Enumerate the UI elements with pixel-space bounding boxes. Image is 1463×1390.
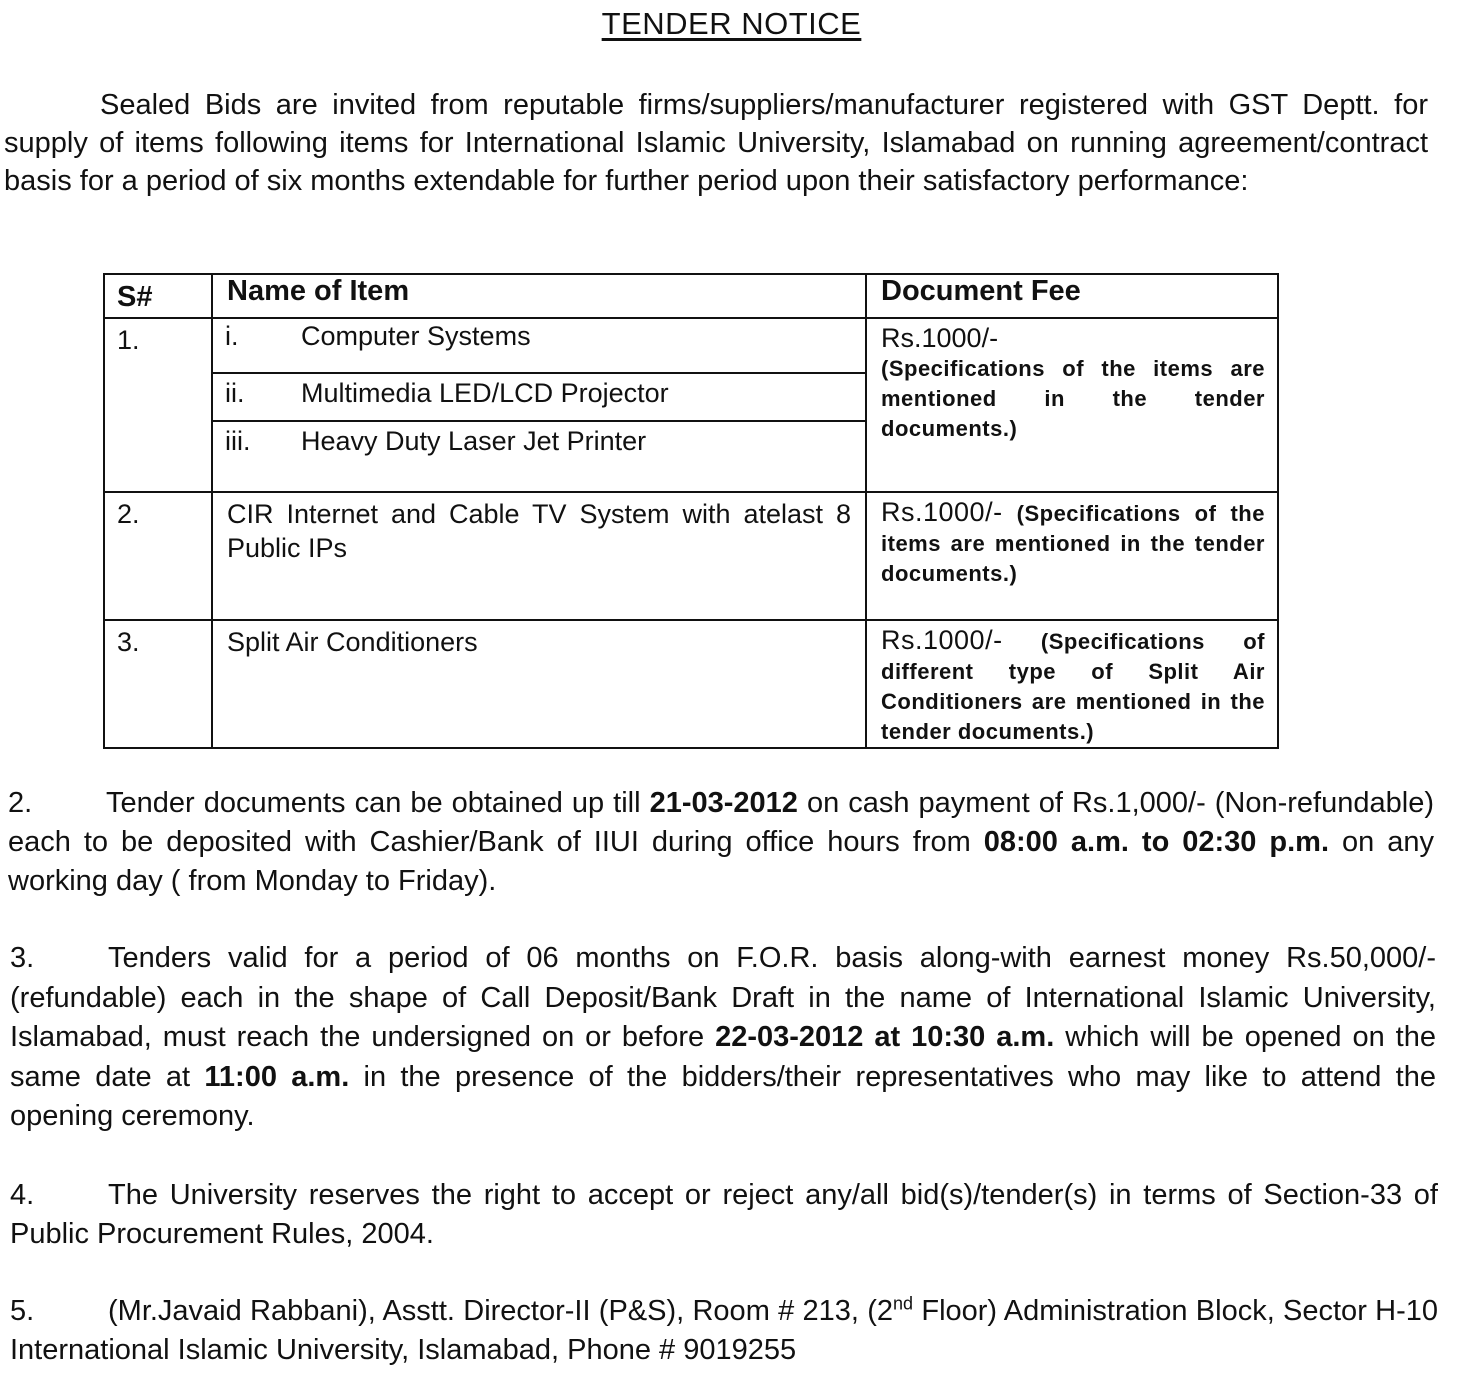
- header-sno: S#: [104, 274, 212, 318]
- paragraph-text: Tender documents can be obtained up till: [106, 787, 650, 819]
- fee-note: (Specifications of the items are mentioned in the tender documents.): [881, 501, 1265, 586]
- paragraph-text: on any working day ( from Monday to Friday).: [8, 826, 1435, 897]
- row-name: CIR Internet and Cable TV System with atelast 8 Public IPs: [212, 492, 866, 620]
- opening-time: 11:00 a.m.: [204, 1060, 350, 1093]
- paragraph-text: Floor) Administration Block, Sector H-10 International Islamic University, Islamabad, Phone # 9019255: [10, 1295, 1438, 1366]
- table-row: [104, 620, 1278, 748]
- paragraph-number: 4.: [10, 1179, 35, 1211]
- intro-paragraph: Sealed Bids are invited from reputable firms/suppliers/manufacturer registered with GST Deptt. for supply of items following items for International Islamic University, Islamabad on running agreement/contract basis for a period of six months extendable for further period upon their satisfactory performance:: [4, 89, 1428, 197]
- header-name: Name of Item: [212, 274, 866, 318]
- paragraph-4: [10, 1176, 1438, 1254]
- paragraph-2: [8, 784, 1434, 901]
- fee-text: [881, 625, 1265, 747]
- fee-text: [881, 497, 1265, 589]
- paragraph-text: (Mr.Javaid Rabbani), Asstt. Director-II (P&S), Room # 213, (2: [108, 1295, 894, 1327]
- fee-amount: Rs.1000/-: [881, 625, 1003, 655]
- paragraph-text: on cash payment of Rs.1,000/- (Non-refundable) each to be deposited with Cashier/Bank of IIUI during office hours from: [8, 787, 1434, 858]
- subitem-roman: ii.: [213, 373, 287, 421]
- items-table: [103, 273, 1279, 749]
- table-header-row: [104, 274, 1278, 318]
- row-name: Split Air Conditioners: [212, 620, 866, 748]
- paragraph-text: which will be opened on the same date at: [10, 1021, 1436, 1093]
- table-row: [104, 492, 1278, 620]
- subitem-row: [213, 373, 865, 421]
- row-fee-cell: [866, 318, 1278, 492]
- deadline-date: 21-03-2012: [649, 787, 798, 819]
- row-sno: 3.: [104, 620, 212, 748]
- paragraph-number: 3.: [10, 942, 35, 974]
- subitem-name: Computer Systems: [301, 321, 531, 351]
- fee-note: (Specifications of different type of Split Air Conditioners are mentioned in the tender documents.): [881, 629, 1265, 744]
- notice-title: TENDER NOTICE: [601, 6, 862, 41]
- row-fee-cell: [866, 620, 1278, 748]
- subitem-name: Multimedia LED/LCD Projector: [287, 373, 865, 421]
- row-name-cell: [212, 318, 866, 492]
- paragraph-number: 5.: [10, 1295, 35, 1327]
- subitem-roman: iii.: [213, 421, 287, 491]
- fee-amount: Rs.1000/-: [881, 323, 999, 353]
- office-hours: 08:00 a.m. to 02:30 p.m.: [983, 826, 1330, 858]
- row-sno: 1.: [104, 318, 212, 492]
- fee-amount: Rs.1000/-: [881, 497, 1003, 527]
- paragraph-text: Tenders valid for a period of 06 months on F.O.R. basis along-with earnest money Rs.50,000/- (refundable) each in the shape of Call Deposit/Bank Draft in the name of International Islamic University, Islamabad, must reach the undersigned on or before: [10, 942, 1436, 1053]
- table-row: [104, 318, 1278, 492]
- paragraph-number: 2.: [8, 787, 33, 819]
- header-fee: Document Fee: [866, 274, 1278, 318]
- subitem-roman: i.: [225, 321, 239, 351]
- paragraph-5: [10, 1292, 1438, 1370]
- subitem-row: [213, 319, 865, 373]
- paragraph-text: The University reserves the right to accept or reject any/all bid(s)/tender(s) in terms of Section-33 of Public Procurement Rules, 2004.: [10, 1179, 1438, 1250]
- row-sno: 2.: [104, 492, 212, 620]
- fee-note: (Specifications of the items are mentioned in the tender documents.): [881, 356, 1265, 441]
- paragraph-3: [10, 939, 1436, 1137]
- subitem-table: [213, 319, 865, 491]
- subitem-row: [213, 421, 865, 491]
- paragraph-text: in the presence of the bidders/their representatives who may like to attend the opening ceremony.: [10, 1060, 1436, 1132]
- submission-deadline: 22-03-2012 at 10:30 a.m.: [715, 1021, 1055, 1053]
- row-fee-cell: [866, 492, 1278, 620]
- subitem-name: Heavy Duty Laser Jet Printer: [287, 421, 865, 491]
- superscript: nd: [893, 1293, 914, 1314]
